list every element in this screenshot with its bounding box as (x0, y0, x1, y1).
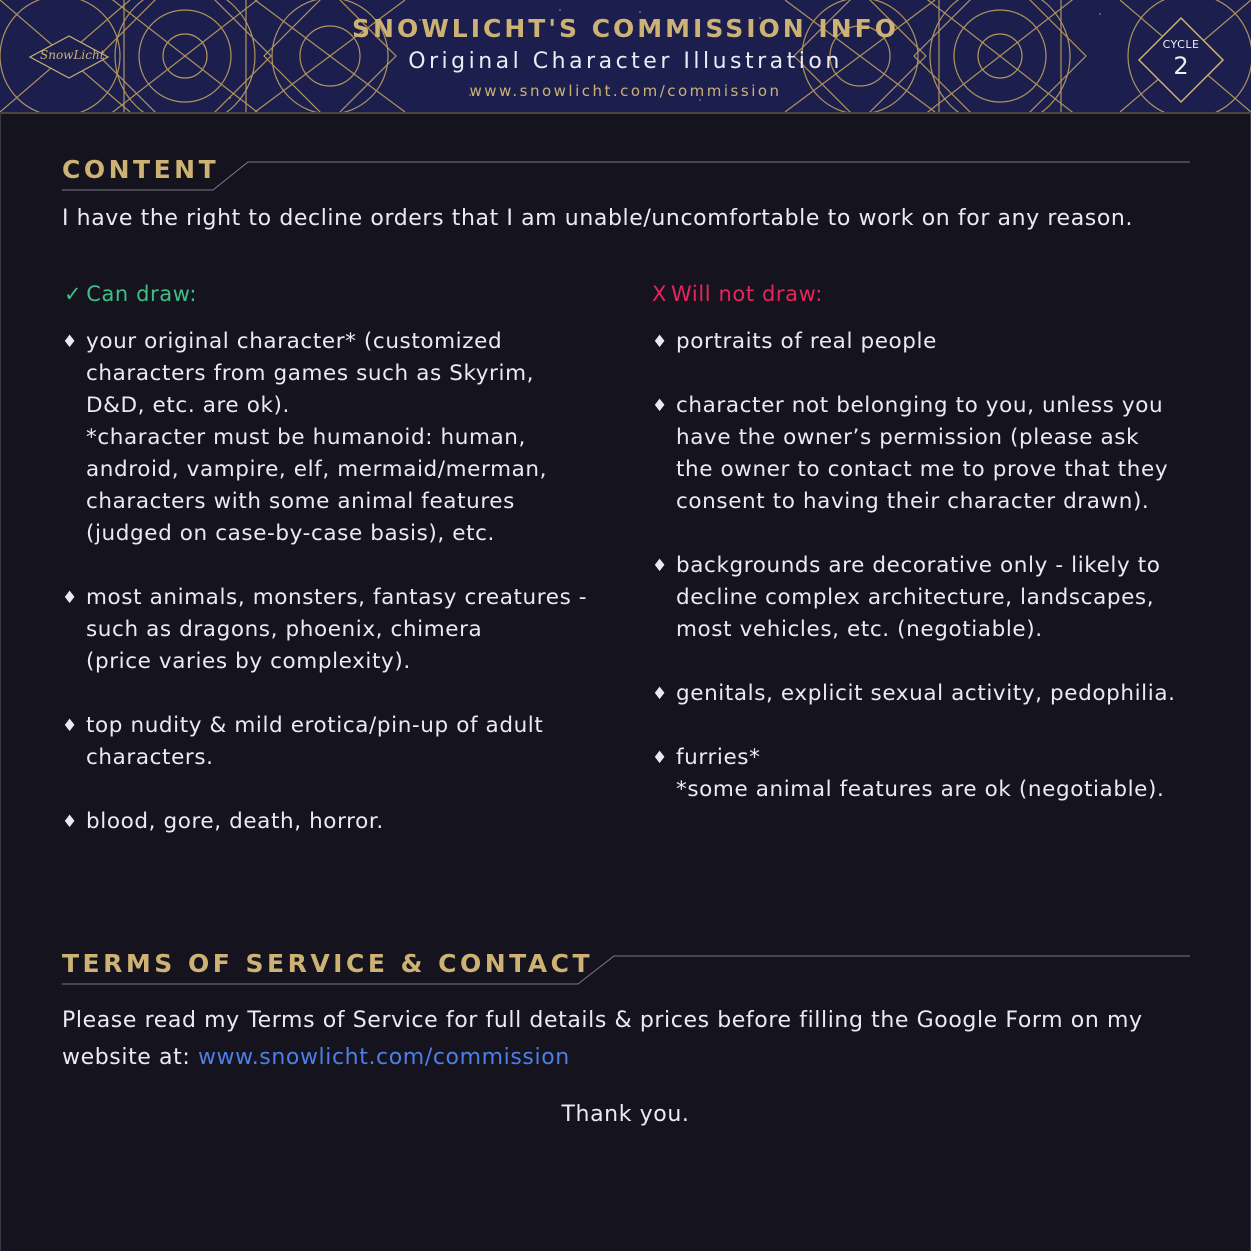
terms-line-1: Please read my Terms of Service for full details & prices before filling the Google Form on my (62, 1008, 1143, 1033)
item-line: most vehicles, etc. (negotiable). (676, 617, 1043, 642)
content-heading: CONTENT (62, 155, 220, 184)
item-line: the owner to contact me to prove that they (676, 457, 1169, 482)
diamond-bullet-icon: ♦ (652, 556, 668, 576)
item-line: characters. (86, 745, 214, 770)
diamond-bullet-icon: ♦ (652, 332, 668, 352)
item-line: blood, gore, death, horror. (86, 809, 384, 834)
item-line: characters with some animal features (86, 489, 515, 514)
page-title: SNOWLICHT'S COMMISSION INFO (352, 14, 899, 43)
item-line: portraits of real people (676, 329, 937, 354)
item-line: consent to having their character drawn). (676, 489, 1150, 514)
header-url: www.snowlicht.com/commission (469, 82, 782, 100)
item-line: android, vampire, elf, mermaid/merman, (86, 457, 548, 482)
commission-website-link[interactable]: www.snowlicht.com/commission (197, 1045, 570, 1070)
cycle-label: CYCLE (1162, 38, 1200, 51)
x-mark-icon: X (652, 282, 667, 306)
diamond-bullet-icon: ♦ (652, 396, 668, 416)
item-line: have the owner’s permission (please ask (676, 425, 1140, 450)
item-line: furries* (676, 745, 761, 770)
diamond-bullet-icon: ♦ (62, 716, 78, 736)
item-line: D&D, etc. are ok). (86, 393, 290, 418)
item-line: genitals, explicit sexual activity, pedophilia. (676, 681, 1176, 706)
checkmark-icon: ✓ (64, 282, 83, 306)
diamond-bullet-icon: ♦ (62, 332, 78, 352)
thank-you-text: Thank you. (561, 1102, 690, 1127)
terms-line-2-prefix: website at: (62, 1045, 198, 1070)
logo-text: SnowLicht (40, 48, 105, 62)
item-line: most animals, monsters, fantasy creatures - (86, 585, 588, 610)
content-intro: I have the right to decline orders that I am unable/uncomfortable to work on for any reason. (62, 206, 1134, 231)
terms-heading: TERMS OF SERVICE & CONTACT (62, 949, 594, 978)
item-line: such as dragons, phoenix, chimera (86, 617, 483, 642)
item-line: characters from games such as Skyrim, (86, 361, 535, 386)
item-line: (price varies by complexity). (86, 649, 411, 674)
terms-text (62, 1002, 1202, 1076)
diamond-bullet-icon: ♦ (62, 588, 78, 608)
will-not-draw-label: Will not draw: (671, 282, 823, 306)
item-line: *some animal features are ok (negotiable). (676, 777, 1165, 802)
cycle-number: 2 (1173, 52, 1189, 80)
diamond-bullet-icon: ♦ (652, 748, 668, 768)
item-line: top nudity & mild erotica/pin-up of adult (86, 713, 544, 738)
diamond-bullet-icon: ♦ (652, 684, 668, 704)
item-line: decline complex architecture, landscapes, (676, 585, 1155, 610)
item-line: *character must be humanoid: human, (86, 425, 526, 450)
terms-line-2 (62, 1039, 1202, 1076)
item-line: your original character* (customized (86, 329, 503, 354)
diamond-bullet-icon: ♦ (62, 812, 78, 832)
item-line: (judged on case-by-case basis), etc. (86, 521, 495, 546)
item-line: backgrounds are decorative only - likely to (676, 553, 1161, 578)
page-subtitle: Original Character Illustration (408, 49, 843, 74)
can-draw-label: Can draw: (86, 282, 198, 306)
item-line: character not belonging to you, unless you (676, 393, 1164, 418)
